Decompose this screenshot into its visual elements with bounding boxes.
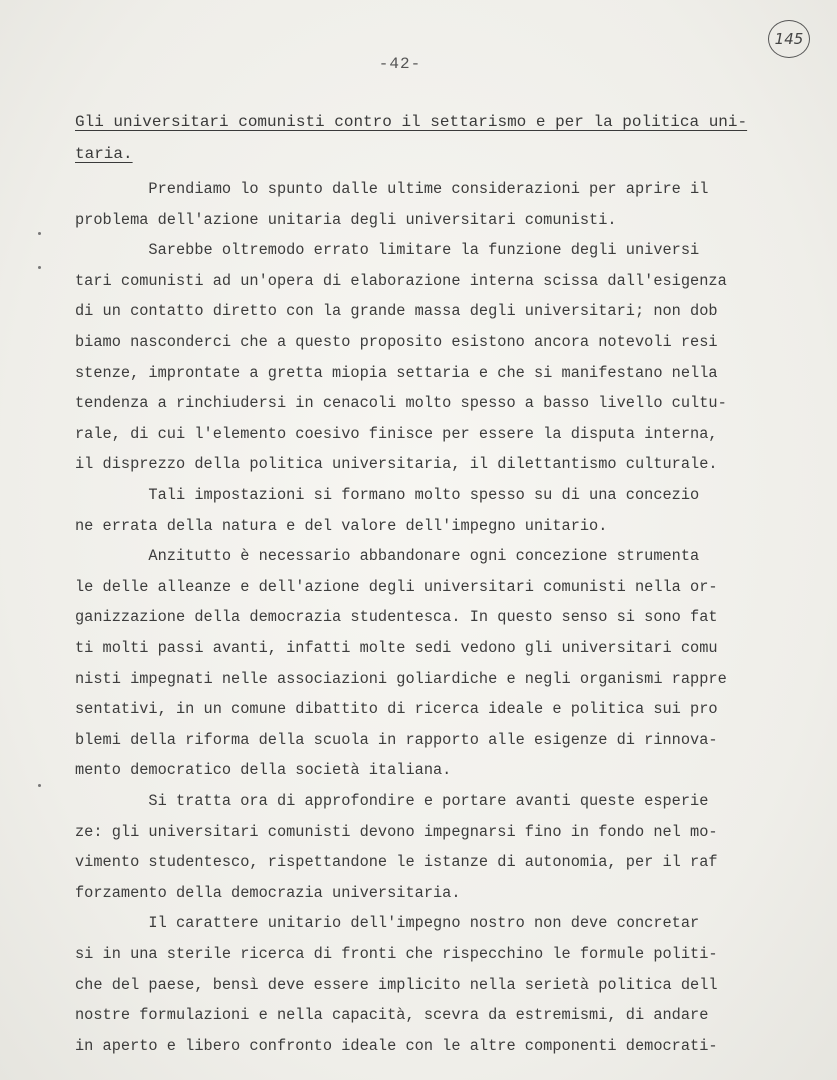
body-line: sentativi, in un comune dibattito di ricerca ideale e politica sui pro bbox=[75, 700, 718, 719]
body-line: le delle alleanze e dell'azione degli universitari comunisti nella or- bbox=[75, 577, 718, 596]
body-line: stenze, improntate a gretta miopia settaria e che si manifestano nella bbox=[75, 363, 718, 382]
archive-stamp-number: 145 bbox=[768, 20, 810, 58]
section-title-line-1: Gli universitari comunisti contro il settarismo e per la politica uni- bbox=[75, 113, 748, 131]
body-line: che del paese, bensì deve essere implicito nella serietà politica dell bbox=[75, 975, 718, 994]
body-line: rale, di cui l'elemento coesivo finisce per essere la disputa interna, bbox=[75, 424, 718, 443]
page-number: -42- bbox=[378, 55, 422, 73]
body-line: nisti impegnati nelle associazioni goliardiche e negli organismi rappre bbox=[75, 669, 727, 688]
body-line: biamo nasconderci che a questo proposito esistono ancora notevoli resi bbox=[75, 333, 718, 351]
margin-mark bbox=[38, 232, 41, 235]
body-line: Il carattere unitario dell'impegno nostro non deve concretar bbox=[75, 914, 700, 933]
margin-mark bbox=[38, 784, 41, 787]
body-line: Si tratta ora di approfondire e portare avanti queste esperie bbox=[75, 792, 709, 810]
body-line: ti molti passi avanti, infatti molte sedi vedono gli universitari comu bbox=[75, 639, 718, 657]
body-line: Anzitutto è necessario abbandonare ogni concezione strumenta bbox=[75, 547, 700, 566]
body-line: ne errata della natura e del valore dell'impegno unitario. bbox=[75, 516, 608, 535]
body-line: tari comunisti ad un'opera di elaborazione interna scissa dall'esigenza bbox=[75, 271, 727, 290]
body-line: in aperto e libero confronto ideale con le altre componenti democrati- bbox=[75, 1036, 718, 1055]
section-title-line-2: taria. bbox=[75, 145, 133, 163]
body-line: Sarebbe oltremodo errato limitare la funzione degli universi bbox=[75, 241, 700, 260]
body-line: blemi della riforma della scuola in rapporto alle esigenze di rinnova- bbox=[75, 730, 718, 749]
margin-mark bbox=[38, 266, 41, 269]
body-line: il disprezzo della politica universitaria, il dilettantismo culturale. bbox=[75, 455, 718, 474]
body-line: ze: gli universitari comunisti devono impegnarsi fino in fondo nel mo- bbox=[75, 822, 718, 841]
body-line: si in una sterile ricerca di fronti che rispecchino le formule politi- bbox=[75, 945, 718, 963]
body-line: forzamento della democrazia universitaria. bbox=[75, 883, 461, 902]
body-line: ganizzazione della democrazia studentesca. In questo senso si sono fat bbox=[75, 608, 718, 627]
body-line: Tali impostazioni si formano molto spesso su di una concezio bbox=[75, 486, 700, 504]
body-line: nostre formulazioni e nella capacità, scevra da estremismi, di andare bbox=[75, 1006, 709, 1025]
body-line: tendenza a rinchiudersi in cenacoli molto spesso a basso livello cultu- bbox=[75, 394, 727, 413]
body-line: problema dell'azione unitaria degli universitari comunisti. bbox=[75, 210, 617, 229]
body-line: di un contatto diretto con la grande massa degli universitari; non dob bbox=[75, 302, 718, 321]
body-line: vimento studentesco, rispettandone le istanze di autonomia, per il raf bbox=[75, 853, 718, 872]
body-line: Prendiamo lo spunto dalle ultime considerazioni per aprire il bbox=[75, 180, 709, 198]
body-line: mento democratico della società italiana. bbox=[75, 761, 452, 780]
